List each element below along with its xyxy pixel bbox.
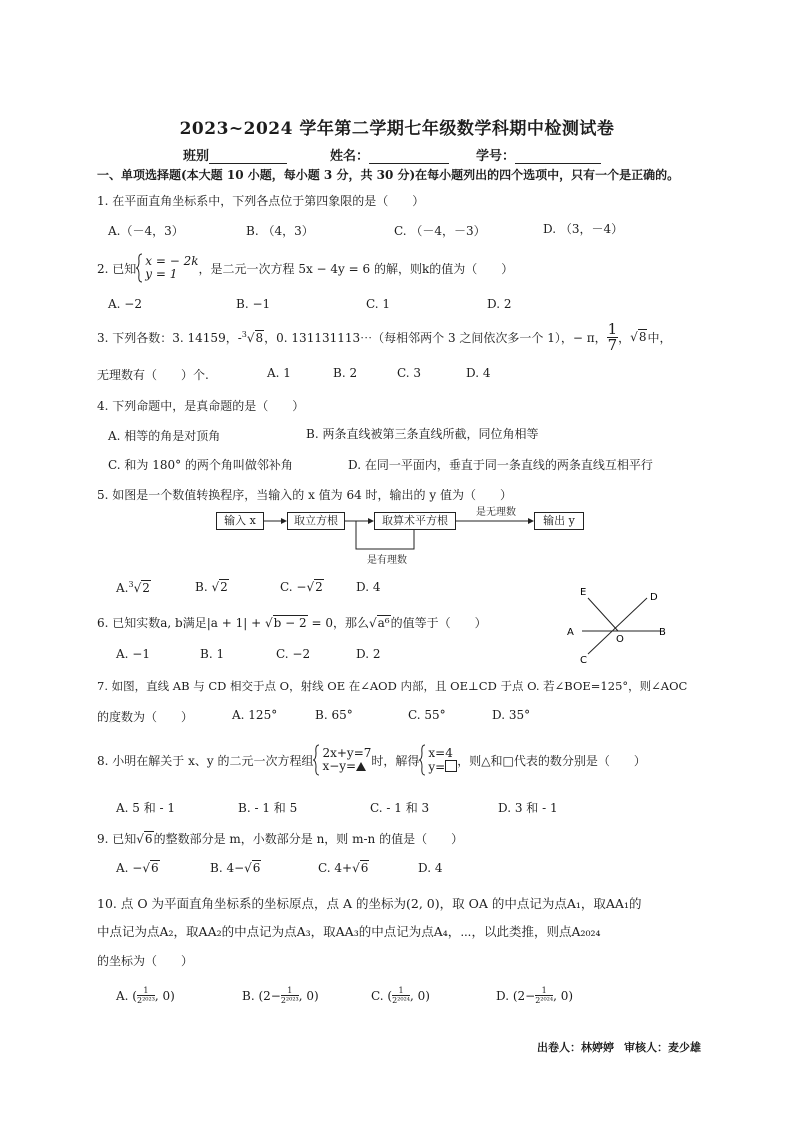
flow-branch-true: 是无理数 bbox=[476, 507, 516, 518]
q3-line2: 无理数有（ ）个. bbox=[97, 368, 209, 382]
q1-option-b[interactable]: B. （4，3） bbox=[246, 224, 314, 238]
label-o: O bbox=[616, 634, 624, 645]
q6-option-b[interactable]: B. 1 bbox=[200, 647, 225, 661]
q10-line2: 中点记为点A₂，取AA₂的中点记为点A₃，取AA₃的中点记为点A₄，⋯，以此类推，则点A₂₀₂₄ bbox=[97, 924, 601, 939]
q1-stem: 1. 在平面直角坐标系中，下列各点位于第四象限的是（ ） bbox=[97, 194, 425, 208]
q2-eq1: x = − 2k bbox=[145, 254, 199, 268]
brace-icon bbox=[313, 744, 320, 776]
q3-cuberoot: $^3$√8 bbox=[241, 329, 264, 345]
q7-line1: 7. 如图，直线 AB 与 CD 相交于点 O，射线 OE 在∠AOD 内部，且 OE⊥CD 于点 O. 若∠BOE=125°，则∠AOC bbox=[97, 679, 688, 693]
q3-post: 中， bbox=[647, 330, 672, 345]
q8-eq1: 2x+y=7 bbox=[322, 746, 372, 760]
q10-option-b[interactable]: B. (2− $\frac{1}{\text{2²⁰²³}}$ , 0) bbox=[242, 986, 319, 1005]
flow-input-box: 输入 x bbox=[216, 512, 264, 530]
q7-option-a[interactable]: A. 125° bbox=[232, 708, 278, 722]
angle-figure bbox=[560, 580, 680, 670]
q3-fraction: $\frac{1}{7}$ bbox=[607, 319, 618, 354]
q4-option-c[interactable]: C. 和为 180° 的两个角叫做邻补角 bbox=[108, 458, 293, 472]
label-b: B bbox=[659, 627, 666, 638]
q2-post: ，是二元一次方程 5x − 4y = 6 的解，则k的值为（ ） bbox=[198, 261, 514, 276]
q3-pre: 3. 下列各数：3. 14159，- bbox=[97, 330, 242, 345]
q4-option-d[interactable]: D. 在同一平面内，垂直于同一条直线的两条直线互相平行 bbox=[348, 458, 653, 472]
q9-stem: 9. 已知√6的整数部分是 m，小数部分是 n，则 m-n 的值是（ ） bbox=[97, 832, 464, 846]
q4-option-b[interactable]: B. 两条直线被第三条直线所截，同位角相等 bbox=[306, 427, 539, 441]
label-d: D bbox=[650, 592, 658, 603]
q9-option-a[interactable]: A. −√6 bbox=[116, 861, 159, 875]
flow-sqrt-box: 取算术平方根 bbox=[374, 512, 456, 530]
footer-reviewer: 审核人：麦少雄 bbox=[624, 1041, 701, 1054]
q3-option-a[interactable]: A. 1 bbox=[267, 366, 291, 380]
q4-stem: 4. 下列命题中，是真命题的是（ ） bbox=[97, 399, 305, 413]
q4-option-a[interactable]: A. 相等的角是对顶角 bbox=[108, 429, 221, 443]
q2-pre: 2. 已知 bbox=[97, 261, 137, 276]
q10-option-c[interactable]: C. ( $\frac{1}{\text{2²⁰²⁴}}$ , 0) bbox=[371, 986, 430, 1005]
q3-sqrt: √8 bbox=[630, 330, 647, 344]
q2-option-b[interactable]: B. −1 bbox=[236, 297, 271, 311]
q8-sol2: y= bbox=[428, 760, 457, 774]
q8-eq2: x−y= bbox=[322, 760, 371, 773]
name-label: 姓名： bbox=[330, 149, 370, 164]
q8-option-d[interactable]: D. 3 和 - 1 bbox=[498, 801, 558, 815]
id-label: 学号： bbox=[476, 149, 516, 164]
q1-option-a[interactable]: A.（－4，3） bbox=[108, 224, 184, 238]
q2-option-c[interactable]: C. 1 bbox=[366, 297, 391, 311]
q7-option-c[interactable]: C. 55° bbox=[408, 708, 446, 722]
q3-option-c[interactable]: C. 3 bbox=[397, 366, 422, 380]
q8-option-c[interactable]: C. - 1 和 3 bbox=[370, 801, 430, 815]
exam-title: 2023~2024 学年第二学期七年级数学科期中检测试卷 bbox=[179, 119, 615, 139]
q3-option-b[interactable]: B. 2 bbox=[333, 366, 358, 380]
q7-line2: 的度数为（ ） bbox=[97, 710, 194, 724]
q5-option-b[interactable]: B. √2 bbox=[195, 580, 228, 594]
q3-sep: ， bbox=[618, 330, 631, 345]
q10-line3: 的坐标为（ ） bbox=[97, 954, 194, 968]
q5-option-c[interactable]: C. −√2 bbox=[280, 580, 323, 594]
q8-option-a[interactable]: A. 5 和 - 1 bbox=[116, 801, 176, 815]
q6-option-c[interactable]: C. −2 bbox=[276, 647, 311, 661]
q5-stem: 5. 如图是一个数值转换程序，当输入的 x 值为 64 时，输出的 y 值为（ ） bbox=[97, 488, 512, 502]
q5-option-d[interactable]: D. 4 bbox=[356, 580, 381, 594]
footer-author: 出卷人：林婷婷 bbox=[537, 1041, 614, 1054]
q3-option-d[interactable]: D. 4 bbox=[466, 366, 491, 380]
flow-output-box: 输出 y bbox=[534, 512, 584, 530]
q6-option-a[interactable]: A. −1 bbox=[116, 647, 150, 661]
q2-eq2: y = 1 bbox=[145, 267, 178, 281]
section-heading: 一、单项选择题(本大题 10 小题，每小题 3 分，共 30 分)在每小题列出的四个选项中，只有一个是正确的。 bbox=[97, 168, 680, 182]
q8-sol1: x=4 bbox=[428, 745, 453, 760]
q10-line1: 10. 点 O 为平面直角坐标系的坐标原点，点 A 的坐标为(2, 0)，取 OA 的中点记为点A₁，取AA₁的 bbox=[97, 896, 642, 911]
brace-icon bbox=[419, 744, 426, 776]
q8-option-b[interactable]: B. - 1 和 5 bbox=[238, 801, 298, 815]
triangle-icon bbox=[356, 762, 366, 771]
square-icon bbox=[445, 760, 457, 772]
q10-option-d[interactable]: D. (2− $\frac{1}{\text{2²⁰²⁴}}$ , 0) bbox=[496, 986, 574, 1005]
q1-option-d[interactable]: D. （3，－4） bbox=[543, 222, 624, 236]
class-label: 班别 bbox=[183, 149, 210, 164]
q2-option-d[interactable]: D. 2 bbox=[487, 297, 512, 311]
q10-option-a[interactable]: A. ( $\frac{1}{\text{2²⁰²³}}$ , 0) bbox=[116, 986, 175, 1005]
q2-option-a[interactable]: A. −2 bbox=[108, 297, 142, 311]
label-a: A bbox=[567, 627, 574, 638]
label-e: E bbox=[580, 587, 587, 598]
q1-option-c[interactable]: C. （－4，－3） bbox=[394, 224, 486, 238]
q6-stem: 6. 已知实数a, b满足|a + 1| + √b − 2 = 0，那么√a⁶的值等于（ ） bbox=[97, 616, 487, 630]
q6-option-d[interactable]: D. 2 bbox=[356, 647, 381, 661]
q7-option-b[interactable]: B. 65° bbox=[315, 708, 353, 722]
q7-option-d[interactable]: D. 35° bbox=[492, 708, 531, 722]
q8-stem: 8. 小明在解关于 x、y 的二元一次方程组 2x+y=7 x−y= 时，解得 x=4 y= ，则△和□代表的数分别是（ ） bbox=[97, 742, 646, 778]
q5-option-a[interactable]: A.$^3$√2 bbox=[116, 580, 150, 595]
q9-option-c[interactable]: C. 4+√6 bbox=[318, 861, 369, 875]
flow-branch-false: 是有理数 bbox=[367, 555, 407, 566]
label-c: C bbox=[580, 655, 587, 666]
q9-option-b[interactable]: B. 4−√6 bbox=[210, 861, 261, 875]
q9-option-d[interactable]: D. 4 bbox=[418, 861, 443, 875]
flow-cuberoot-box: 取立方根 bbox=[287, 512, 345, 530]
q3-mid: ，0. 131131113⋯（每相邻两个 3 之间依次多一个 1），− π， bbox=[264, 330, 607, 345]
